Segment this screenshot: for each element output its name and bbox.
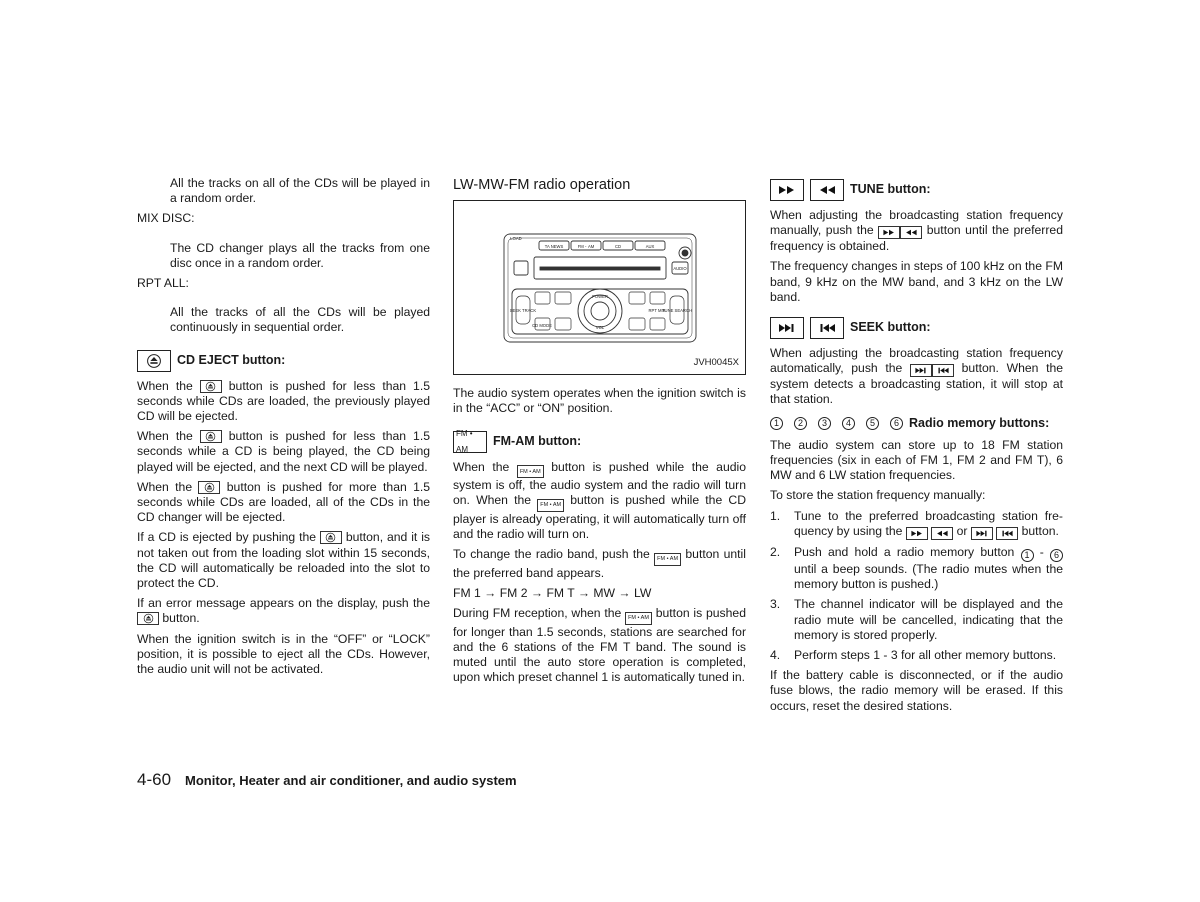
page-number: 4-60: [137, 770, 172, 789]
fm-am-paragraph-3: [453, 606, 746, 685]
preset-label-4: AUX: [645, 244, 655, 250]
eject-icon: [200, 430, 222, 443]
step-text: [794, 509, 1063, 540]
left-column: [137, 176, 430, 682]
memory-number-1-icon: 1: [1021, 549, 1034, 562]
memory-steps-list: [770, 509, 1063, 664]
t1-b: button until the preferred frequency is obtained.: [770, 223, 1063, 254]
e2-pre: When the: [137, 429, 193, 444]
fast-forward-icon: [878, 226, 900, 239]
fm-am-key-icon: FM • AM: [625, 612, 652, 625]
rewind-icon: [931, 527, 953, 540]
fm-am-heading: [453, 431, 746, 453]
memory-number-2-icon: 2: [794, 417, 807, 430]
e5-pre: If an error message appears on the display, push the: [137, 596, 430, 611]
eject-paragraph-3: [137, 480, 430, 526]
eject-icon: [200, 380, 222, 393]
list-item: [770, 648, 1063, 663]
cd-eject-heading-text: CD EJECT button:: [177, 353, 286, 368]
eject-paragraph-2: [137, 429, 430, 475]
memory-number-4-icon: 4: [842, 417, 855, 430]
seek-paragraph-1: [770, 346, 1063, 408]
list-item: [770, 545, 1063, 593]
band-sequence: FM 1 → FM 2 → FM T → MW → LW: [453, 585, 652, 600]
preset-label-2: FM・AM: [577, 244, 595, 250]
tune-paragraph-2: The frequency changes in steps of 100 kHz on the FM band, 9 kHz on the MW band, and 3 kHz on the LW band.: [770, 259, 1063, 304]
audio-label: AUDIO: [673, 266, 687, 272]
seek-heading: [770, 317, 1063, 339]
tune-paragraph-1: [770, 208, 1063, 254]
rewind-icon: [900, 226, 922, 239]
load-label: LOAD: [510, 236, 522, 242]
memory-number-1-icon: 1: [770, 417, 783, 430]
memory-paragraph-1: The audio system can store up to 18 FM station frequencies (six in each of FM 1, FM 2 and FM T), 6 MW and 6 LW station frequencies.: [770, 437, 1063, 483]
memory-heading: [770, 416, 1063, 431]
chapter-title: Monitor, Heater and air conditioner, and audio system: [185, 773, 517, 788]
e3-post: button is pushed for more than 1.5 seconds while CDs are loaded, all of the CDs in the CD changer will be ejected.: [137, 479, 431, 525]
s1-a: When adjusting the broadcasting station frequency automatically, push the: [770, 346, 1063, 376]
list-item: [770, 597, 1063, 643]
all-tracks-text: All the tracks on all of the CDs will be played in a random order.: [170, 176, 430, 206]
step-2-a: Push and hold a radio memory button: [794, 544, 1015, 559]
eject-paragraph-6: When the ignition switch is in the “OFF” or “LOCK” position, it is possible to eject all the CDs. However, the audio unit will not be activated.: [137, 631, 430, 677]
eject-paragraph-1: [137, 379, 430, 425]
step-text: [794, 545, 1063, 593]
mix-disc-label: MIX DISC:: [137, 211, 195, 226]
eject-icon: [198, 481, 220, 494]
tune-heading: [770, 179, 1063, 201]
figure-caption: JVH0045X: [693, 357, 739, 368]
rewind-icon: [810, 179, 844, 201]
step-number: 2.: [770, 544, 781, 559]
fm-am-paragraph-2: [453, 547, 746, 581]
f3-b: button is pushed for longer than 1.5 seconds, stations are searched for and the 6 stations of the FM T band. The sound is muted until the auto store operation is completed, upon which preset channel 1 is automatically tuned in.: [453, 606, 746, 685]
next-track-icon: [770, 317, 804, 339]
tune-heading-text: TUNE button:: [850, 182, 931, 197]
step-1-a: Tune to the preferred broadcasting station fre-quency by using the: [794, 508, 1063, 538]
next-track-icon: [971, 527, 993, 540]
e2-post: button is pushed for less than 1.5 seconds while a CD is being played, the CD being played will be ejected, and the next CD will be played.: [137, 429, 430, 474]
eject-paragraph-5: [137, 596, 430, 626]
rpt-label: RPT MIX: [648, 308, 666, 314]
right-column: [770, 176, 1063, 719]
e5-post: button.: [162, 611, 200, 626]
fm-am-key-icon: FM • AM: [654, 553, 681, 566]
tune-search-label: TUNE SEARCH: [661, 308, 693, 314]
memory-number-3-icon: 3: [818, 417, 831, 430]
step-1-b: button.: [1021, 523, 1059, 538]
fm-am-key-icon: FM • AM: [537, 499, 564, 512]
cd-mode-label: CD MODE: [532, 323, 552, 329]
eject-paragraph-4: [137, 530, 430, 591]
step-1-or: or: [956, 523, 968, 538]
step-text: The channel indicator will be displayed and the radio mute will be cancelled, indicating that the memory is stored properly.: [794, 597, 1063, 642]
f1-c: button is pushed while the CD player is already operating, it will automatically turn off and the radio will turn on.: [453, 493, 746, 542]
audio-unit-figure: [453, 200, 746, 375]
mix-disc-text: The CD changer plays all the tracks from one disc once in a random order.: [170, 240, 430, 270]
fm-am-heading-text: FM-AM button:: [493, 434, 582, 448]
middle-column: [453, 176, 746, 690]
previous-track-icon: [810, 317, 844, 339]
cd-eject-heading: [137, 350, 430, 372]
step-2-dash: -: [1039, 544, 1044, 559]
eject-icon: [137, 350, 171, 372]
preset-label-3: CD: [614, 244, 622, 250]
rpt-all-label: RPT ALL:: [137, 276, 189, 291]
radio-intro: The audio system operates when the ignition switch is in the “ACC” or “ON” position.: [453, 386, 746, 416]
memory-number-5-icon: 5: [866, 417, 879, 430]
f3-a: During FM reception, when the: [453, 606, 622, 621]
e4-post: button, and it is not taken out from the loading slot within 15 seconds, the CD will automatically be reloaded into the slot to protect the CD.: [137, 530, 431, 591]
section-title: LW-MW-FM radio operation: [453, 177, 631, 193]
vol-label: VOL: [595, 325, 605, 331]
memory-number-6-icon: 6: [1050, 549, 1063, 562]
memory-number-6-icon: 6: [890, 417, 903, 430]
eject-icon: [320, 531, 342, 544]
s1-b: button. When the system detects a broadcasting station, it will stop at that station.: [770, 361, 1064, 407]
f1-b: button is pushed while the audio system is off, the audio system and the radio will turn on. When the: [453, 459, 746, 508]
step-text: Perform steps 1 - 3 for all other memory buttons.: [794, 647, 1057, 662]
e1-post: button is pushed for less than 1.5 seconds while CDs are loaded, the previously played CD will be ejected.: [137, 378, 430, 424]
fm-am-paragraph-1: [453, 460, 746, 543]
step-number: 1.: [770, 508, 781, 523]
power-label: POWER: [592, 294, 608, 300]
f2-b: button until the preferred band appears.: [453, 547, 746, 580]
f1-a: When the: [453, 459, 510, 474]
e1-pre: When the: [137, 378, 193, 393]
audio-unit-illustration: [454, 201, 745, 374]
seek-track-label: SEEK TRACK: [509, 308, 537, 314]
fast-forward-icon: [906, 527, 928, 540]
step-2-b: until a beep sounds. (The radio mutes when the memory button is pushed.): [794, 561, 1063, 592]
previous-track-icon: [932, 364, 954, 377]
memory-paragraph-2: To store the station frequency manually:: [770, 488, 986, 503]
fm-am-key-icon: FM • AM: [453, 431, 487, 453]
step-number: 4.: [770, 647, 781, 662]
memory-paragraph-3: If the battery cable is disconnected, or if the audio fuse blows, the radio memory will be erased. If this occurs, reset the desired stations.: [770, 668, 1063, 713]
next-track-icon: [910, 364, 932, 377]
list-item: [770, 509, 1063, 540]
fast-forward-icon: [770, 179, 804, 201]
fm-am-key-icon: FM • AM: [517, 465, 544, 478]
e3-pre: When the: [137, 479, 193, 494]
preset-label-1: TA NEWS: [544, 244, 564, 250]
seek-heading-text: SEEK button:: [850, 320, 931, 335]
step-number: 3.: [770, 597, 781, 612]
rpt-all-text: All the tracks of all the CDs will be played continuously in sequential order.: [170, 305, 430, 335]
memory-heading-text: Radio memory buttons:: [909, 415, 1050, 430]
e4-pre: If a CD is ejected by pushing the: [137, 530, 317, 545]
eject-icon: [137, 612, 159, 625]
page-footer: [137, 770, 517, 790]
f2-a: To change the radio band, push the: [453, 547, 650, 562]
previous-track-icon: [996, 527, 1018, 540]
t1-a: When adjusting the broadcasting station frequency manually, push the: [770, 208, 1063, 238]
